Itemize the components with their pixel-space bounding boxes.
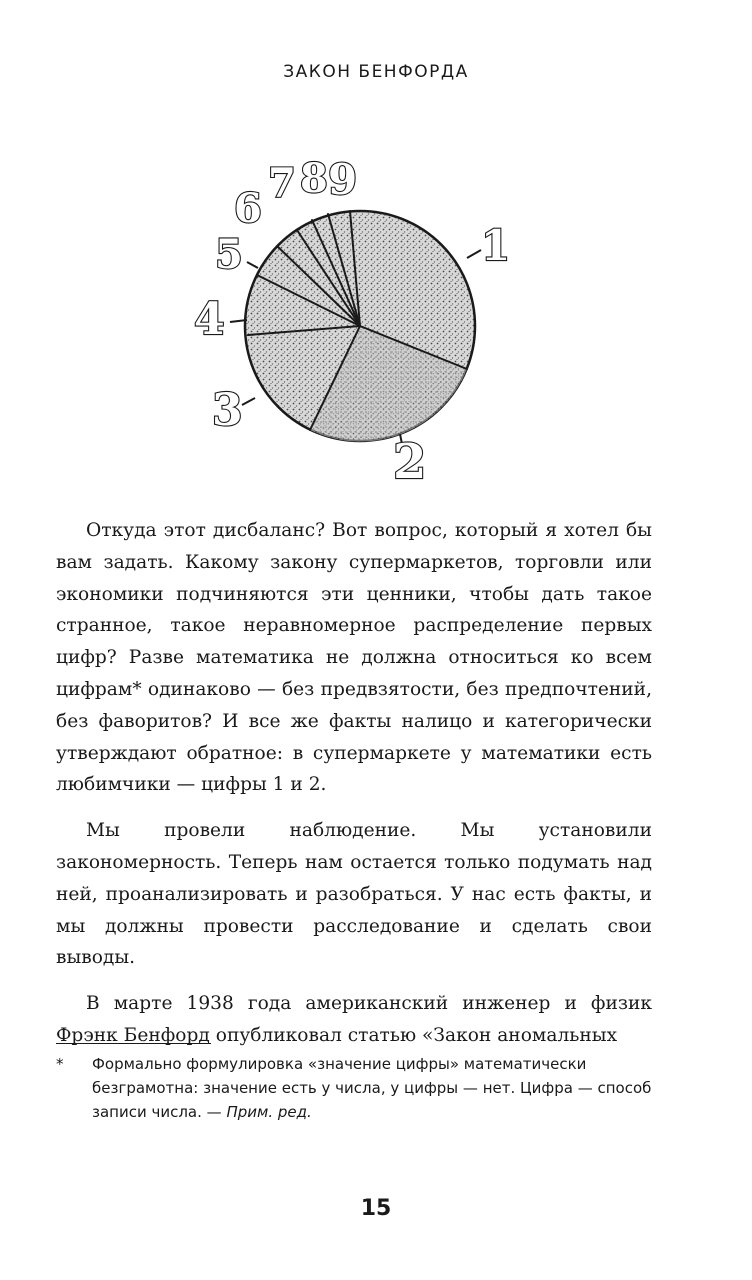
pie-svg	[190, 150, 511, 490]
paragraph-3: В марте 1938 года американский инженер и физик Фрэнк Бенфорд опубликовал статью «Закон аномальных	[56, 993, 652, 1046]
footnote-separator	[56, 1043, 211, 1044]
footnote-text	[92, 1052, 656, 1124]
digit-label-1: 1	[481, 221, 511, 270]
digit-label-8: 8	[300, 155, 328, 202]
paragraph-1: Откуда этот дисбаланс? Вот вопрос, который я хотел бы вам задать. Какому закону супермаркетов, торговли или экономики подчиняются эти ценники, чтобы дать такое странное, такое неравномерное распределение первых цифр? Разве математика не должна относиться ко всем цифрам* одинаково — без предвзятости, без предпочтений, без фаворитов? И все же факты налицо и категорически утверждают обратное: в супермаркете у математики есть любимчики — цифры 1 и 2.	[56, 520, 652, 796]
benford-pie-illustration	[190, 150, 511, 490]
digit-label-2: 2	[393, 434, 427, 490]
body-text	[56, 515, 652, 1066]
page-number: 15	[360, 1196, 392, 1221]
footnote-editor-note: Прим. ред.	[226, 1103, 312, 1121]
digit-label-7: 7	[268, 160, 296, 207]
running-header: ЗАКОН БЕНФОРДА	[283, 62, 469, 82]
footnote-body: Формально формулировка «значение цифры» математически безграмотна: значение есть у числа, у цифры — нет. Цифра — способ записи числа. —	[92, 1055, 652, 1121]
leader-line	[467, 250, 481, 258]
digit-label-9: 9	[328, 155, 358, 204]
digit-label-5: 5	[215, 231, 243, 278]
digit-label-4: 4	[194, 294, 225, 345]
digit-label-3: 3	[212, 385, 243, 436]
paragraph-2: Мы провели наблюдение. Мы установили закономерность. Теперь нам остается только подумать над ней, проанализировать и разобраться. У нас есть факты, и мы должны провести расследование и сделать свои выводы.	[56, 820, 652, 969]
digit-label-6: 6	[234, 185, 262, 232]
footnote	[56, 1052, 656, 1124]
leader-line	[242, 398, 255, 405]
leader-line	[247, 262, 258, 268]
footnote-mark: *	[56, 1055, 64, 1073]
